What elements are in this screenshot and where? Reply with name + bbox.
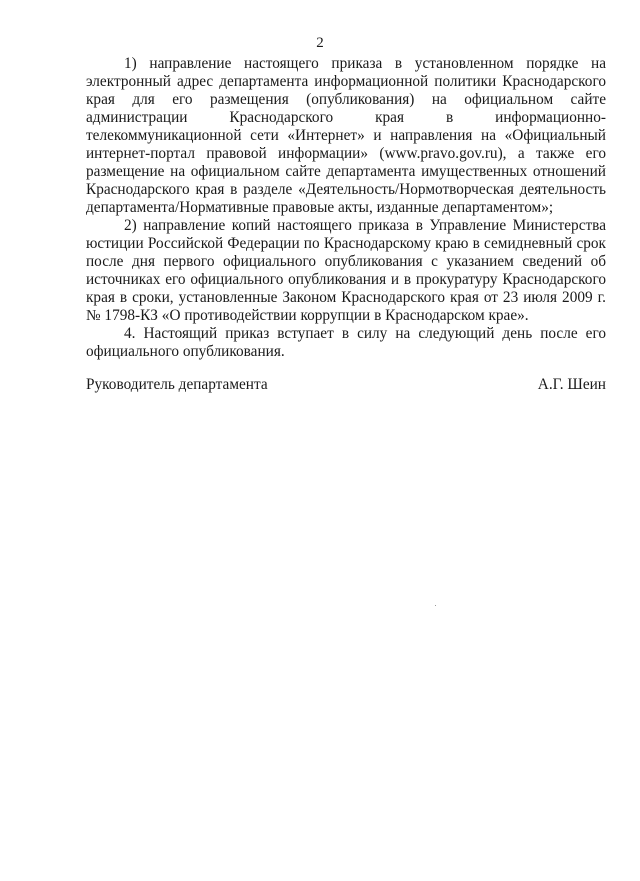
paragraph-publication-order: 1) направление настоящего приказа в установленном порядке на электронный адрес департамента информационной политики Краснодарского края для его размещения (опубликования) на официальном сайте администрации Краснодарского края в информационно-телекоммуникационной сети «Интернет» и направления на «Официальный интернет-портал правовой информации» (www.pravo.gov.ru), а также его размещение на официальном сайте департамента имущественных отношений Краснодарского края в разделе «Деятельность/Нормотворческая деятельность департамента/Нормативные правовые акты, изданные департаментом»; — [86, 55, 606, 216]
page-number: 2 — [316, 35, 324, 51]
document-body — [86, 55, 606, 361]
signature-block — [86, 376, 606, 394]
signatory-position: Руководитель департамента — [86, 376, 268, 393]
signatory-name: А.Г. Шеин — [537, 376, 606, 393]
scan-speck — [435, 605, 436, 606]
paragraph-ministry-copies: 2) направление копий настоящего приказа в Управление Министерства юстиции Российской Федерации по Краснодарскому краю в семидневный срок после дня первого официального опубликования с указанием сведений об источниках его официального опубликования и в прокуратуру Краснодарского края в сроки, установленные Законом Краснодарского края от 23 июля 2009 г. № 1798-КЗ «О противодействии коррупции в Краснодарском крае». — [86, 217, 606, 324]
paragraph-entry-into-force: 4. Настоящий приказ вступает в силу на следующий день после его официального опубликования. — [86, 325, 606, 360]
